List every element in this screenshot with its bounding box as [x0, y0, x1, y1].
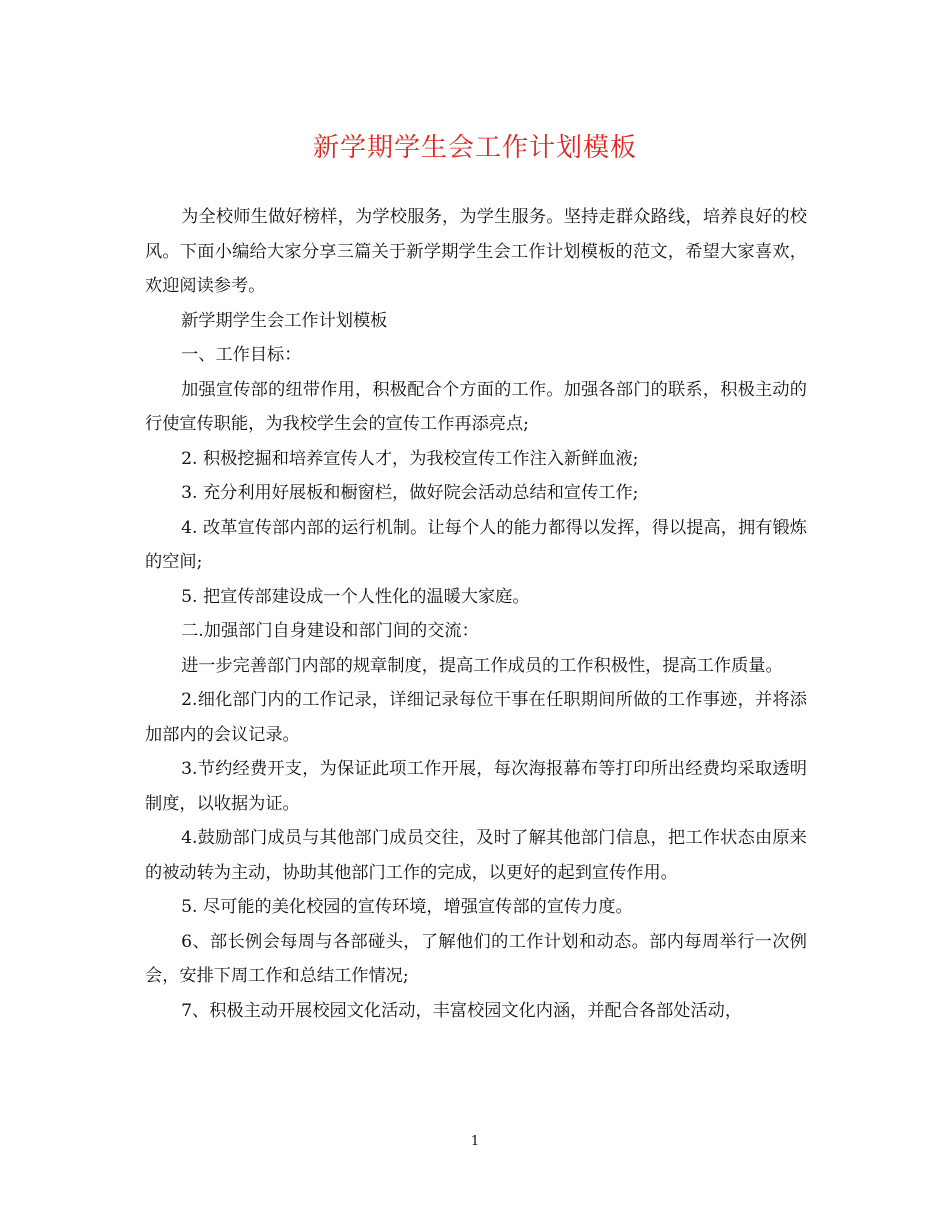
paragraph: 3. 充分利用好展板和橱窗栏，做好院会活动总结和宣传工作; — [181, 483, 639, 503]
paragraph: 2.细化部门内的工作记录，详细记录每位干事在任职期间所做的工作事迹，并将添加部内的会议记录。 — [145, 690, 807, 745]
paragraph: 5. 把宣传部建设成一个人性化的温暖大家庭。 — [181, 586, 530, 607]
paragraph: 6、部长例会每周与各部碰头，了解他们的工作计划和动态。部内每周举行一次例会，安排下周工作和总结工作情况; — [145, 931, 807, 986]
paragraph: 一、工作目标： — [181, 345, 302, 365]
paragraph: 7、积极主动开展校园文化活动，丰富校园文化内涵，并配合各部处活动， — [181, 1000, 743, 1021]
page-number: 1 — [470, 1134, 480, 1149]
document-body — [145, 200, 807, 1028]
paragraph: 二.加强部门自身建设和部门间的交流： — [181, 621, 479, 641]
paragraph: 进一步完善部门内部的规章制度，提高工作成员的工作积极性，提高工作质量。 — [181, 655, 783, 676]
paragraph: 2. 积极挖掘和培养宣传人才，为我校宣传工作注入新鲜血液; — [181, 448, 639, 469]
paragraph: 加强宣传部的纽带作用，积极配合个方面的工作。加强各部门的联系，积极主动的行使宣传职能，为我校学生会的宣传工作再添亮点; — [145, 379, 807, 434]
document-title: 新学期学生会工作计划模板 — [312, 133, 637, 163]
paragraph: 新学期学生会工作计划模板 — [181, 310, 388, 331]
paragraph: 3.节约经费开支，为保证此项工作开展，每次海报幕布等打印所出经费均采取透明制度，以收据为证。 — [145, 759, 807, 814]
paragraph: 4. 改革宣传部内部的运行机制。让每个人的能力都得以发挥，得以提高，拥有锻炼的空间; — [145, 517, 807, 572]
paragraph: 4.鼓励部门成员与其他部门成员交往，及时了解其他部门信息，把工作状态由原来的被动转为主动，协助其他部门工作的完成，以更好的起到宣传作用。 — [145, 828, 807, 883]
paragraph: 5. 尽可能的美化校园的宣传环境，增强宣传部的宣传力度。 — [181, 897, 633, 917]
paragraph: 为全校师生做好榜样，为学校服务，为学生服务。坚持走群众路线，培养良好的校风。下面小编给大家分享三篇关于新学期学生会工作计划模板的范文，希望大家喜欢，欢迎阅读参考。 — [145, 207, 807, 296]
